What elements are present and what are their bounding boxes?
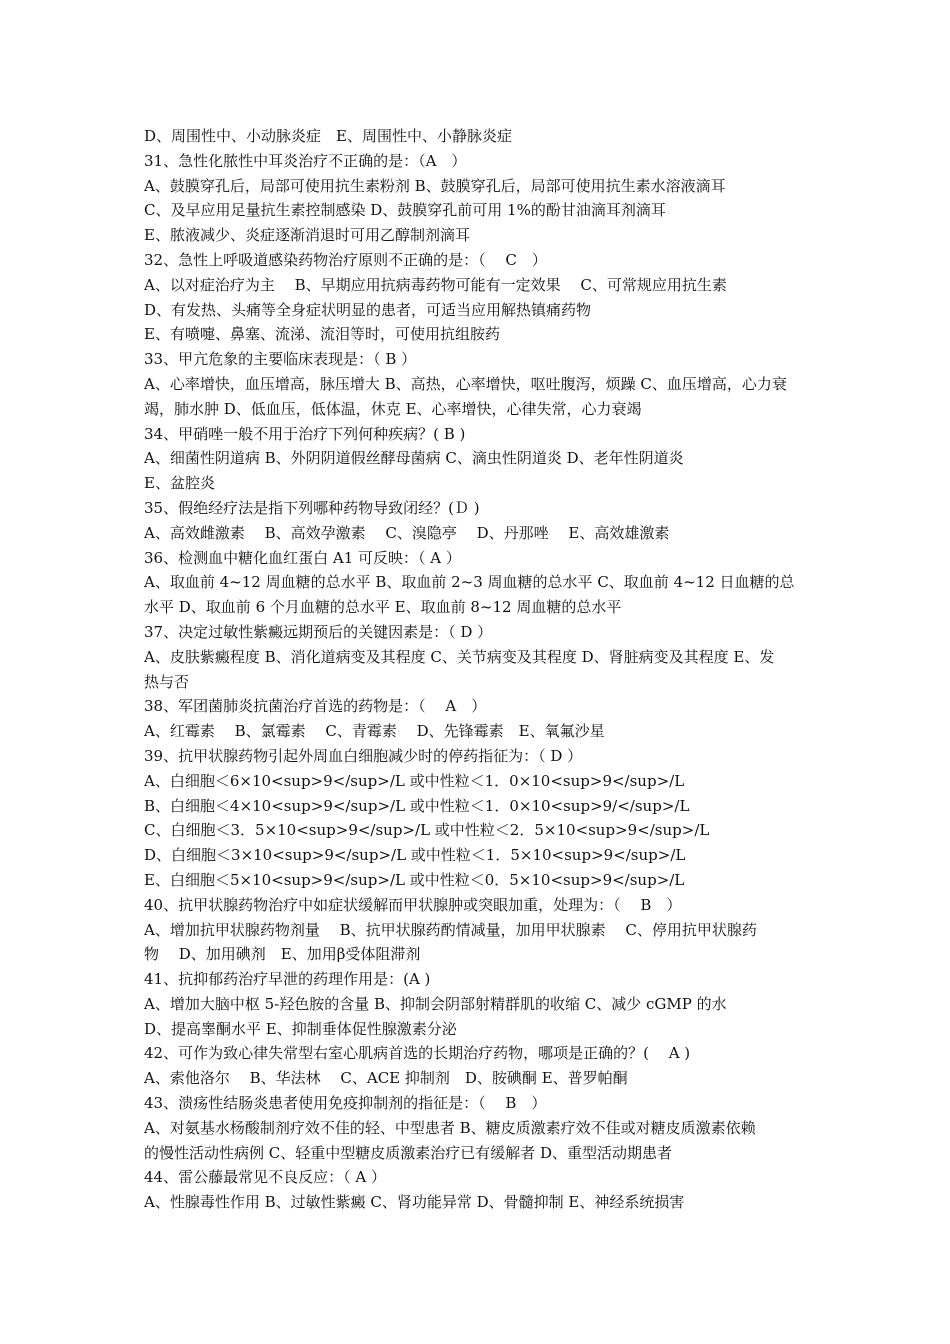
question-line: 33、甲亢危象的主要临床表现是：（ B ） (144, 350, 417, 369)
text-line: C、白细胞＜3．5×10<sup>9</sup>/L 或中性粒＜2．5×10<sup>9</sup>/L (144, 821, 710, 840)
text-line: A、性腺毒性作用 B、过敏性紫癜 C、肾功能异常 D、骨髓抑制 E、神经系统损害 (144, 1193, 685, 1212)
text-line: E、白细胞＜5×10<sup>9</sup>/L 或中性粒＜0．5×10<sup>9</sup>/L (144, 870, 685, 889)
text-line: A、增加大脑中枢 5-羟色胺的含量 B、抑制会阴部射精群肌的收缩 C、减少 cGMP 的水 (144, 994, 727, 1013)
text-line: E、脓液减少、炎症逐渐消退时可用乙醇制剂滴耳 (144, 226, 470, 245)
text-line: E、盆腔炎 (144, 474, 215, 493)
text-line: D、提高睾酮水平 E、抑制垂体促性腺激素分泌 (144, 1019, 457, 1038)
text-line: 热与否 (144, 672, 190, 691)
text-line: 物 D、加用碘剂 E、加用β受体阻滞剂 (144, 945, 421, 964)
text-line: D、白细胞＜3×10<sup>9</sup>/L 或中性粒＜1．5×10<sup>9</sup>/L (144, 846, 686, 865)
question-line: 35、假绝经疗法是指下列哪种药物导致闭经？(Ｄ ) (144, 498, 480, 517)
question-line: 36、检测血中糖化血红蛋白 A1 可反映：（ A ） (144, 548, 461, 567)
text-line: A、高效雌激素 B、高效孕激素 C、溴隐亭 D、丹那唑 E、高效雄激素 (144, 523, 670, 542)
document-page (144, 124, 812, 1215)
text-line: A、红霉素 B、氯霉素 C、青霉素 D、先锋霉素 E、氧氟沙星 (144, 722, 605, 741)
text-line: E、有喷嚏、鼻塞、流涕、流泪等时，可使用抗组胺药 (144, 325, 500, 344)
text-line: 的慢性活动性病例 C、轻重中型糖皮质激素治疗已有缓解者 D、重型活动期患者 (144, 1143, 673, 1162)
text-line: D、有发热、头痛等全身症状明显的患者，可适当应用解热镇痛药物 (144, 300, 592, 319)
text-line: B、白细胞＜4×10<sup>9</sup>/L 或中性粒＜1．0×10<sup>9/</sup>/L (144, 796, 690, 815)
text-line: A、以对症治疗为主 B、早期应用抗病毒药物可能有一定效果 C、可常规应用抗生素 (144, 275, 727, 294)
text-line: A、白细胞＜6×10<sup>9</sup>/L 或中性粒＜1．0×10<sup>9</sup>/L (144, 771, 685, 790)
text-line: 水平 D、取血前 6 个月血糖的总水平 E、取血前 8~12 周血糖的总水平 (144, 598, 622, 617)
question-line: 39、抗甲状腺药物引起外周血白细胞减少时的停药指征为：（ D ） (144, 746, 583, 765)
question-line: 43、溃疡性结肠炎患者使用免疫抑制剂的指征是：（ B ） (144, 1094, 547, 1113)
text-line: A、心率增快，血压增高，脉压增大 B、高热，心率增快，呕吐腹泻，烦躁 C、血压增高，心力衰 (144, 374, 787, 393)
question-line: 34、甲硝唑一般不用于治疗下列何种疾病？( B ) (144, 424, 466, 443)
text-line: 竭，肺水肿 D、低血压，低体温，休克 E、心率增快，心律失常，心力衰竭 (144, 399, 642, 418)
question-line: 31、急性化脓性中耳炎治疗不正确的是：（A ） (144, 151, 467, 170)
question-line: 38、军团菌肺炎抗菌治疗首选的药物是：（ A ） (144, 697, 487, 716)
text-line: A、对氨基水杨酸制剂疗效不佳的轻、中型患者 B、糖皮质激素疗效不佳或对糖皮质激素依赖 (144, 1118, 756, 1137)
text-line: A、增加抗甲状腺药物剂量 B、抗甲状腺药酌情减量，加用甲状腺素 C、停用抗甲状腺药 (144, 920, 757, 939)
question-line: 41、抗抑郁药治疗早泄的药理作用是：(A ) (144, 970, 431, 989)
text-line: C、及早应用足量抗生素控制感染 D、鼓膜穿孔前可用 1%的酚甘油滴耳剂滴耳 (144, 201, 666, 220)
text-line: A、鼓膜穿孔后，局部可使用抗生素粉剂 B、鼓膜穿孔后，局部可使用抗生素水溶液滴耳 (144, 176, 726, 195)
text-line: A、细菌性阴道病 B、外阴阴道假丝酵母菌病 C、滴虫性阴道炎 D、老年性阴道炎 (144, 449, 684, 468)
question-line: 42、可作为致心律失常型右室心肌病首选的长期治疗药物，哪项是正确的？( A ) (144, 1044, 691, 1063)
question-line: 37、决定过敏性紫癜远期预后的关键因素是：（ D ） (144, 622, 493, 641)
question-line: 44、雷公藤最常见不良反应：（ A ） (144, 1168, 386, 1187)
text-line: A、索他洛尔 B、华法林 C、ACE 抑制剂 D、胺碘酮 E、普罗帕酮 (144, 1069, 628, 1088)
question-line: 40、抗甲状腺药物治疗中如症状缓解而甲状腺肿或突眼加重，处理为：（ B ） (144, 895, 682, 914)
text-line: A、取血前 4~12 周血糖的总水平 B、取血前 2~3 周血糖的总水平 C、取血前 4~12 日血糖的总 (144, 573, 795, 592)
text-line: D、周围性中、小动脉炎症 E、周围性中、小静脉炎症 (144, 127, 512, 145)
question-line: 32、急性上呼吸道感染药物治疗原则不正确的是：（ C ） (144, 250, 547, 269)
text-line: A、皮肤紫癜程度 B、消化道病变及其程度 C、关节病变及其程度 D、肾脏病变及其程度 E、发 (144, 647, 775, 666)
